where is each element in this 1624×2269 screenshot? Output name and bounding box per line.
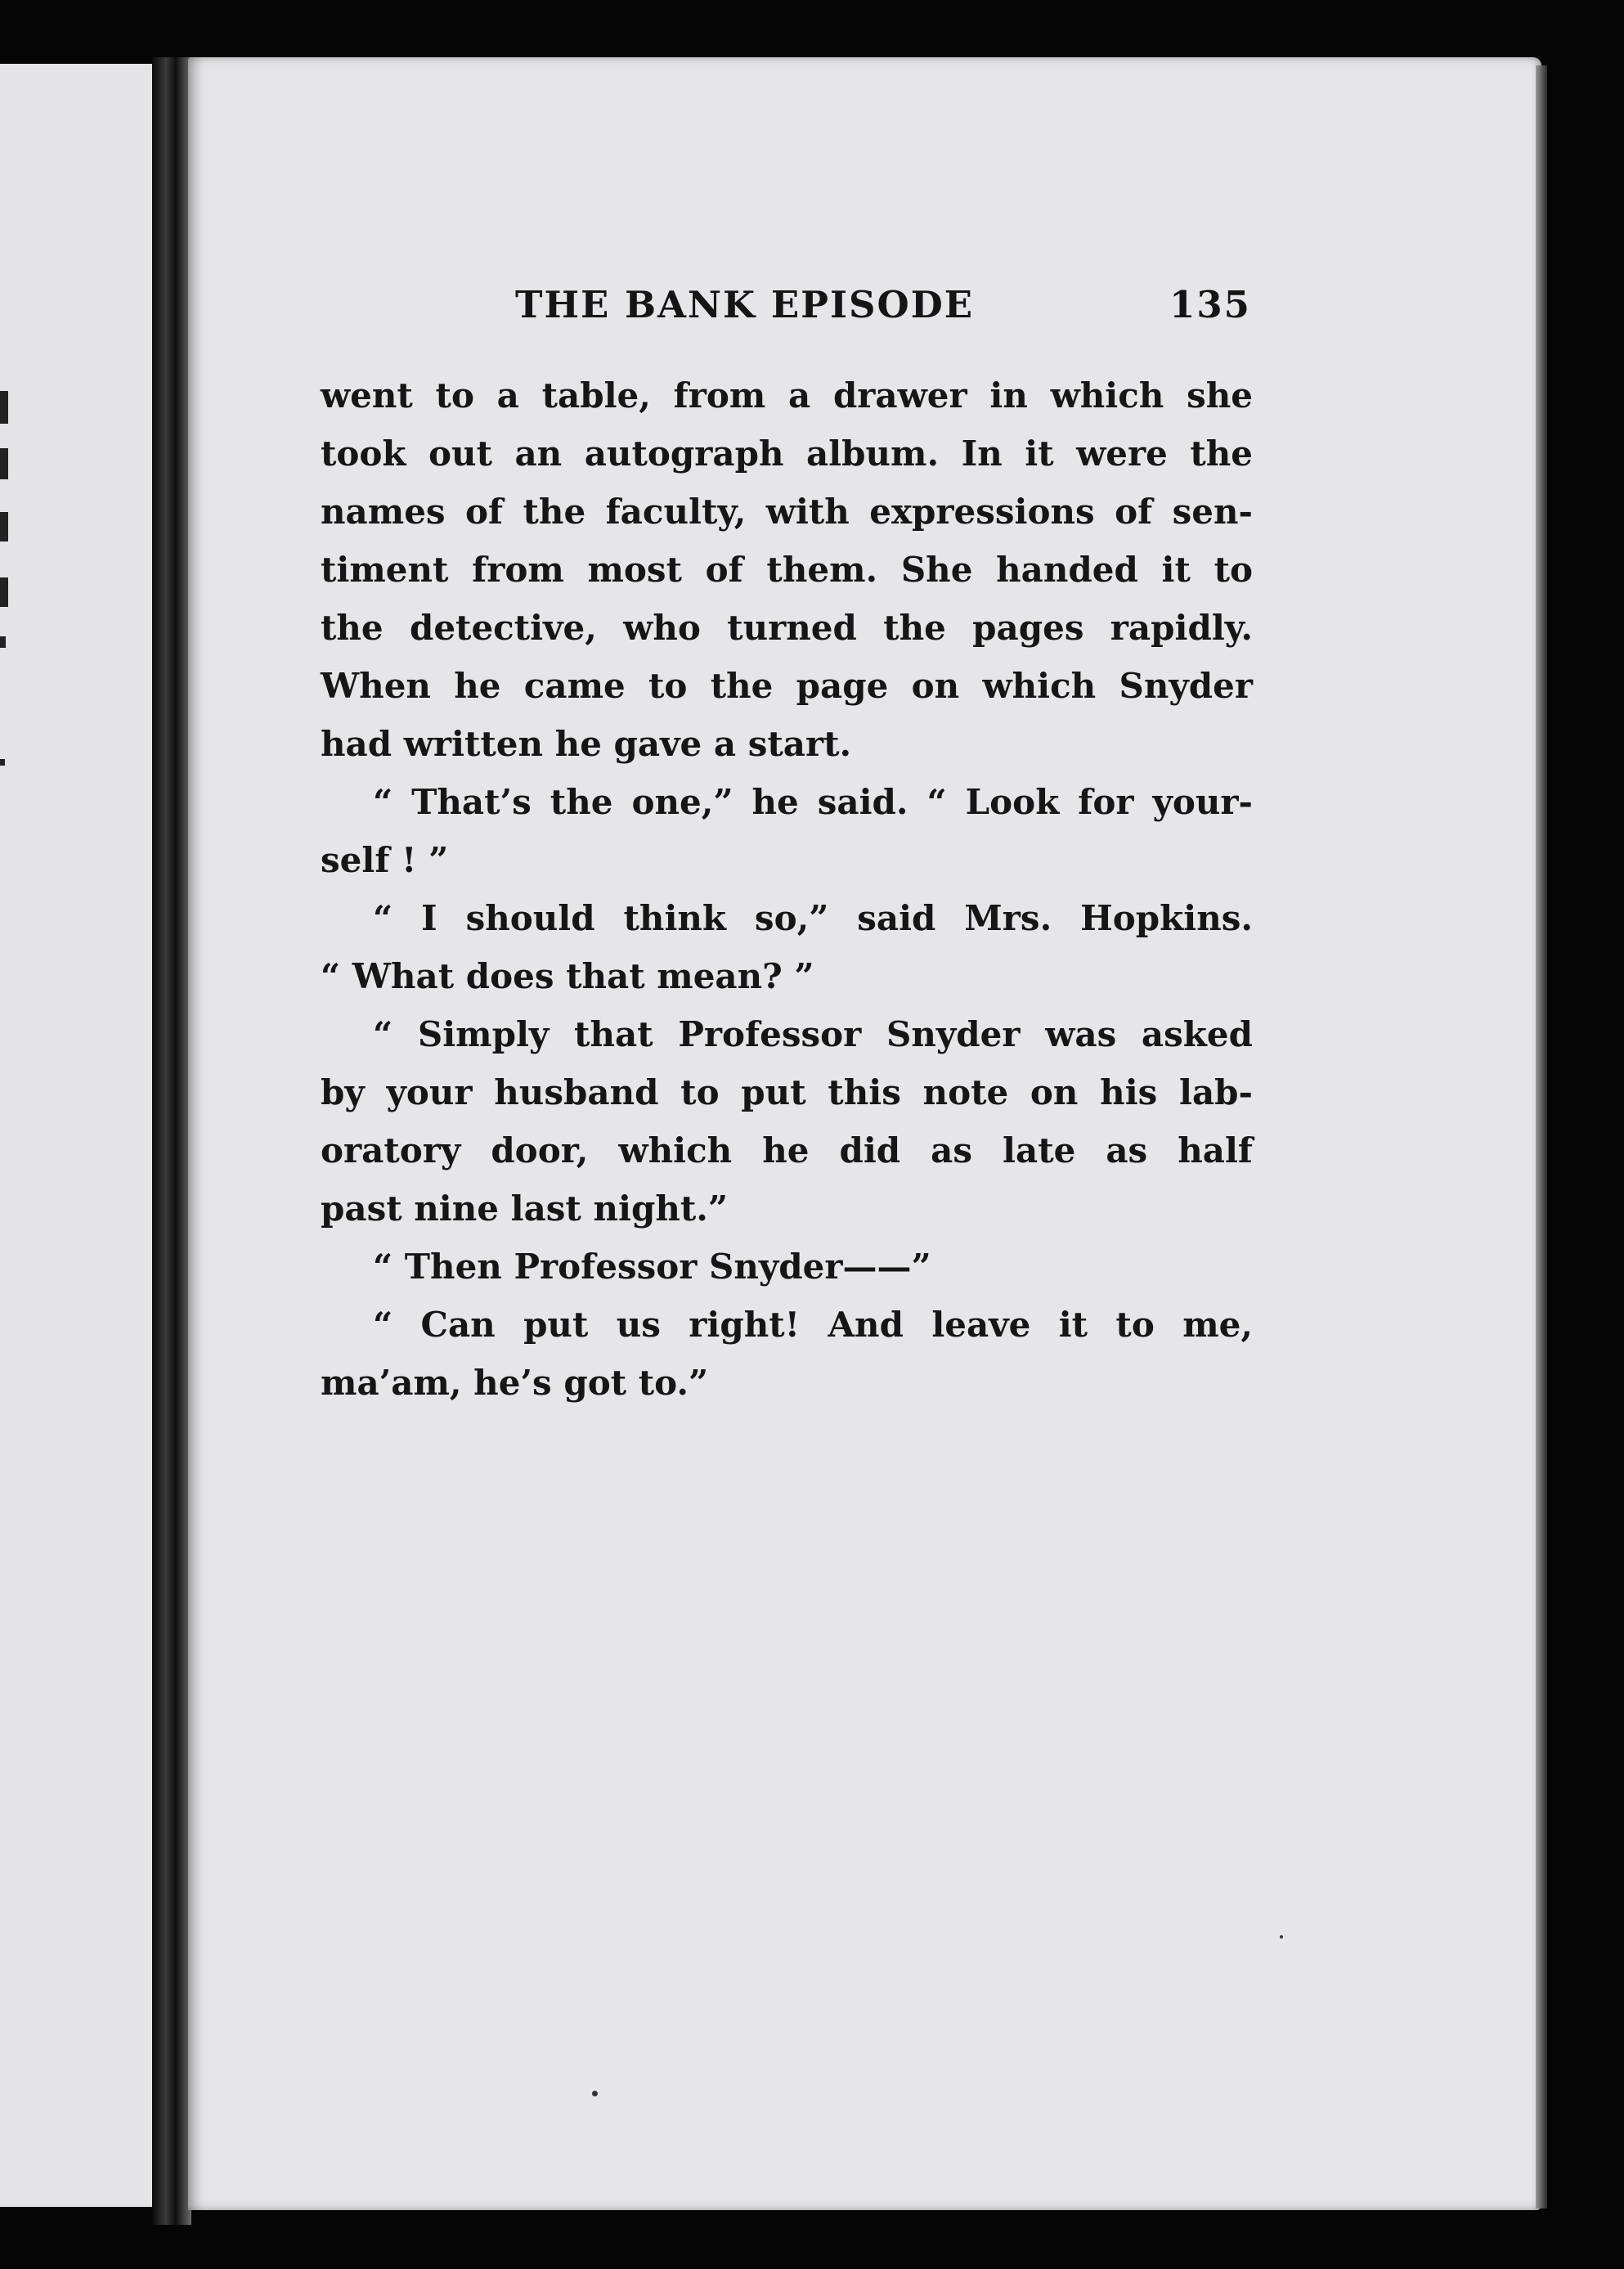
text-line: took out an autograph album. In it were the <box>321 434 1253 474</box>
text-line: “ I should think so,” said Mrs. Hopkins. <box>373 898 1253 938</box>
text-line: “ Can put us right! And leave it to me, <box>373 1305 1253 1345</box>
previous-page-text-fragment <box>0 577 8 607</box>
dust-speck <box>1280 1935 1283 1939</box>
previous-page-text-fragment <box>0 391 8 424</box>
text-line: “ Simply that Professor Snyder was asked <box>373 1014 1253 1054</box>
text-line: oratory door, which he did as late as half <box>321 1130 1253 1170</box>
previous-page-edge <box>0 64 152 2207</box>
text-line: ma’am, he’s got to.” <box>321 1363 709 1403</box>
previous-page-text-fragment <box>0 759 5 766</box>
previous-page-text-fragment <box>0 448 8 479</box>
text-line: “ Then Professor Snyder——” <box>373 1247 931 1287</box>
text-line: the detective, who turned the pages rapidly. <box>321 608 1253 648</box>
page-edge-shadow <box>1536 65 1547 2208</box>
dust-speck <box>592 2091 598 2096</box>
text-line: names of the faculty, with expressions of sen- <box>321 492 1253 532</box>
text-line: timent from most of them. She handed it to <box>321 550 1253 590</box>
running-head-title: THE BANK EPISODE <box>515 283 975 326</box>
text-line: self ! ” <box>321 840 449 880</box>
previous-page-text-fragment <box>0 636 6 648</box>
previous-page-text-fragment <box>0 512 8 541</box>
text-line: “ What does that mean? ” <box>321 956 814 996</box>
book-gutter <box>152 57 191 2225</box>
text-line: past nine last night.” <box>321 1188 729 1229</box>
text-line: When he came to the page on which Snyder <box>321 666 1253 706</box>
page-number: 135 <box>1169 283 1251 326</box>
body-text <box>321 366 1253 1412</box>
text-line: went to a table, from a drawer in which she <box>321 375 1253 416</box>
text-line: by your husband to put this note on his lab- <box>321 1072 1253 1112</box>
running-head <box>319 283 1251 340</box>
text-line: “ That’s the one,” he said. “ Look for your- <box>373 782 1253 822</box>
text-line: had written he gave a start. <box>321 724 852 764</box>
